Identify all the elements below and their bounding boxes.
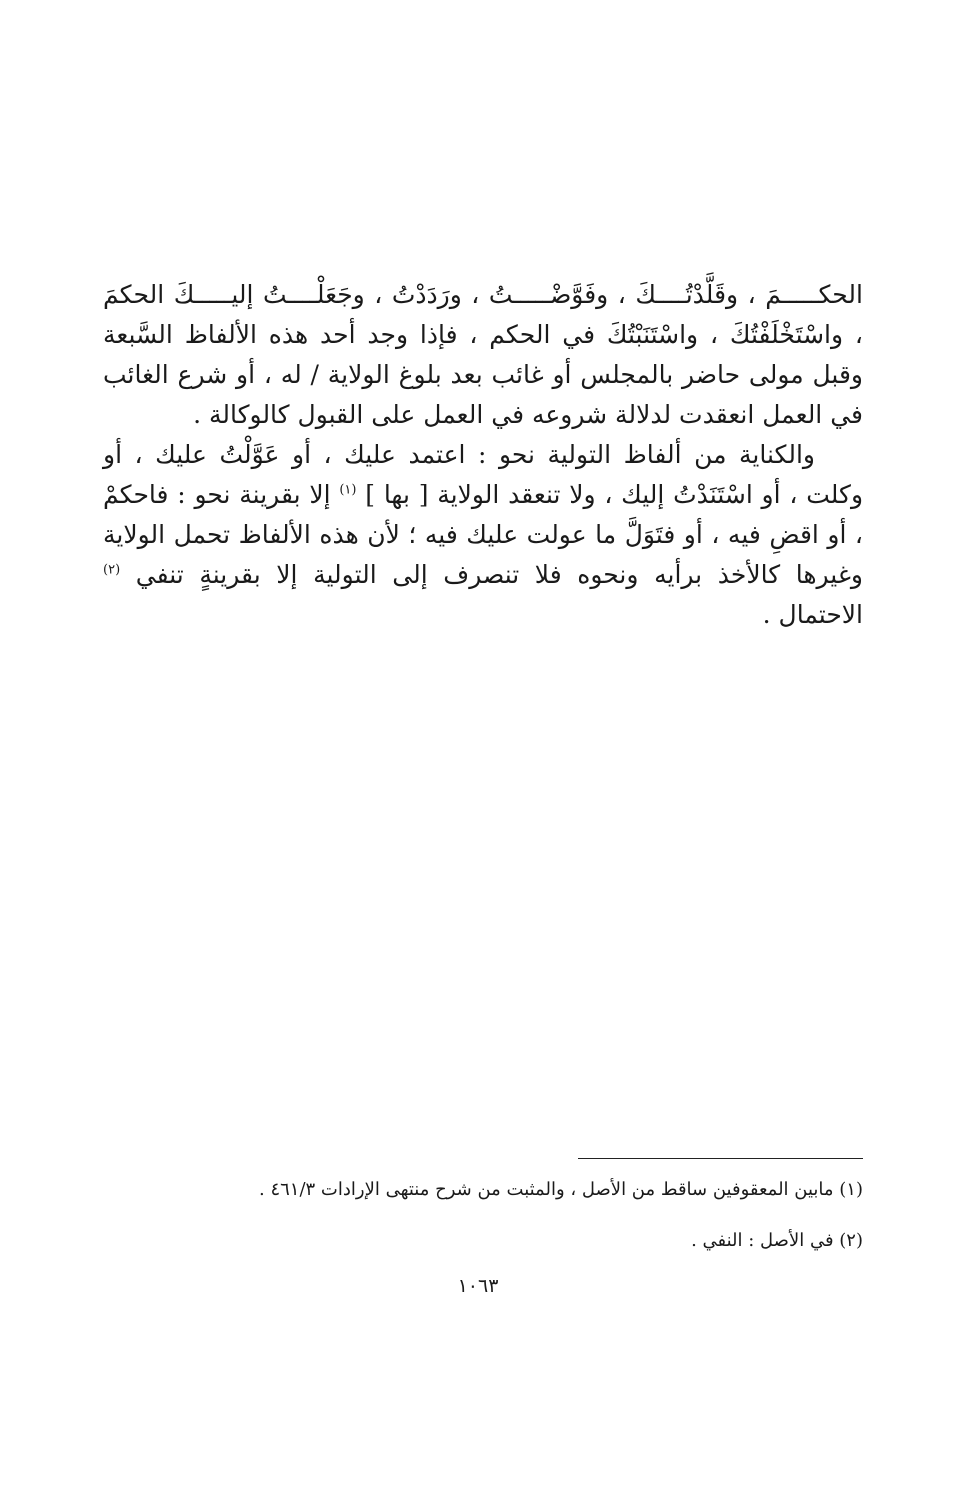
paragraph-2-part-3: الاحتمال . (762, 600, 863, 629)
text-line: لدلالة شروعه في العمل على القبول كالوكالة . (193, 400, 672, 429)
paragraph-2-part-2: إلا بقرينة نحو : فاحكمْ ، أو اقضِ فيه ، أو فتَوَلَّ ما عولت عليك فيه ؛ لأن هذه الألفاظ تحمل الولاية وغيرها كالأخذ برأيه ونحوه فلا تنصرف إلى التولية إلا بقرينةٍ تنفي (103, 480, 863, 589)
text-line: الحكمَ ، واسْتَخْلَفْتُكَ ، واسْتَنَبْتُكَ في الحكم ، فإذا وجد أحد هذه الألفاظ السَّبعة وقبل (103, 280, 863, 389)
paragraph-1 (103, 275, 863, 435)
text-line: مولى حاضر بالمجلس أو غائب بعد بلوغ الولاية / له ، أو شرع الغائب في العمل انعقدت (103, 360, 863, 429)
text-line: الحكـــــمَ ، وقَلَّدْتُــــكَ ، وفَوَّضْـــــتُ ، ورَدَدْتُ ، وجَعَلْــــتُ إليـــــكَ (173, 280, 863, 309)
footnotes (103, 1178, 863, 1280)
footnote-ref-1: (١) (339, 482, 357, 498)
page-number: ١٠٦٣ (457, 1275, 499, 1297)
paragraph-2-part-1: والكناية من ألفاظ التولية نحو : اعتمد عليك ، أو عَوَّلْتُ عليك ، أو وكلت ، أو اسْتَنَدْتُ إليك ، ولا تنعقد الولاية [ بها ] (103, 440, 864, 509)
footnote-ref-2: (٢) (103, 562, 121, 578)
footnote-1: (١) مابين المعقوفين ساقط من الأصل ، والمثبت من شرح منتهى الإرادات ٤٦١/٣ . (259, 1179, 863, 1200)
paragraph-2 (103, 435, 863, 635)
footnote-2: (٢) في الأصل : النفي . (691, 1230, 863, 1251)
footnote-divider (578, 1158, 863, 1159)
main-text (103, 275, 863, 635)
